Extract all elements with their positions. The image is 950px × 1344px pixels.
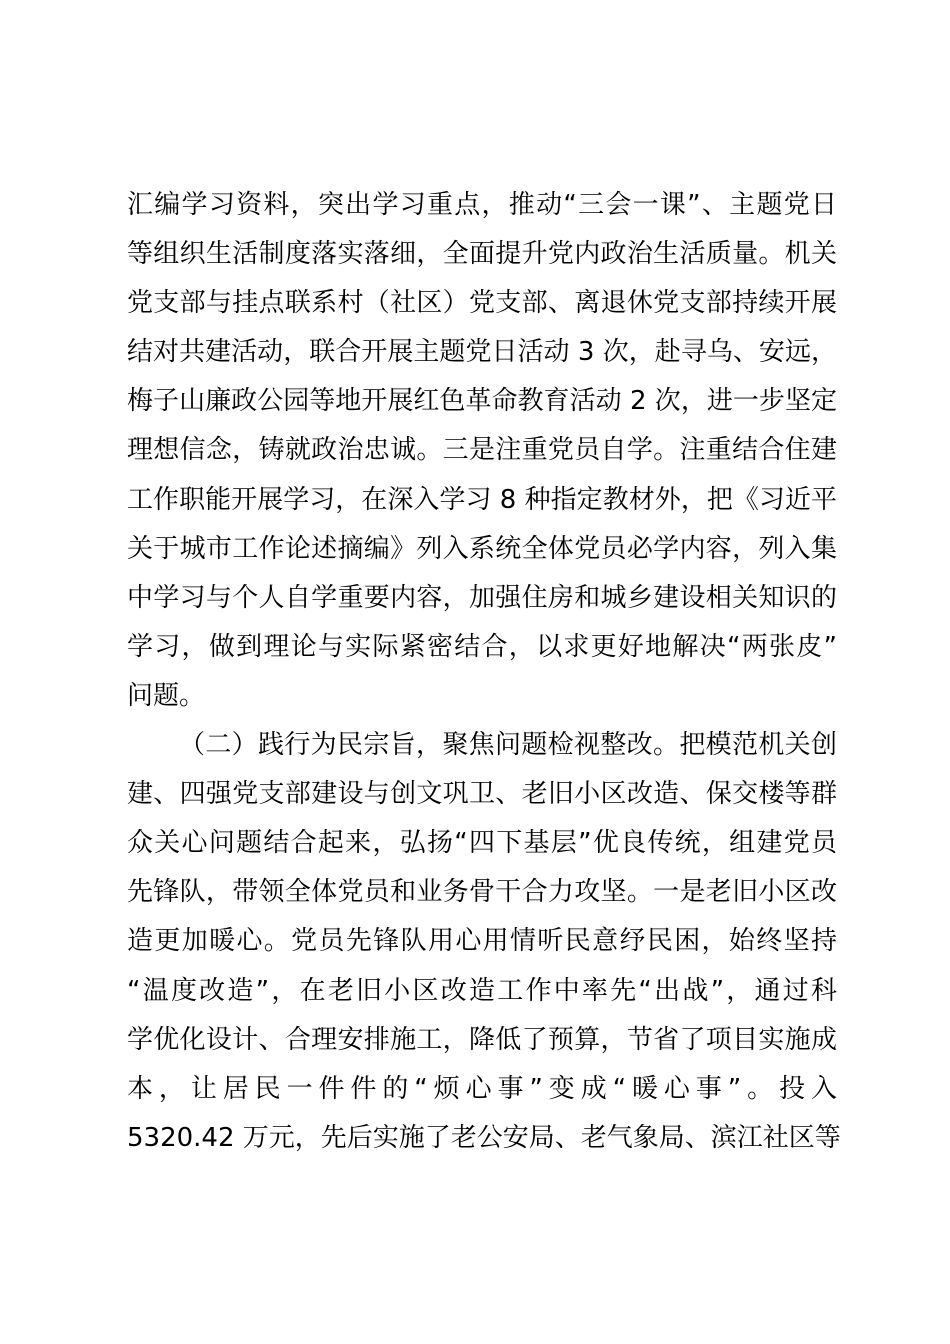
text-line: 先锋队，带领全体党员和业务骨干合力攻坚。一是老旧小区改 [127, 877, 837, 908]
paragraph-end-line: 问题。 [127, 680, 206, 711]
text-line: 建、四强党支部建设与创文巩卫、老旧小区改造、保交楼等群 [127, 779, 837, 810]
text-line: 本，让居民一件件的“烦心事”变成“暖心事”。投入 [127, 1073, 837, 1104]
text-line: 中学习与个人自学重要内容，加强住房和城乡建设相关知识的 [127, 582, 837, 613]
text-line: 结对共建活动，联合开展主题党日活动 3 次，赴寻乌、安远， [127, 337, 837, 368]
text-line: 梅子山廉政公园等地开展红色革命教育活动 2 次，进一步坚定 [127, 386, 837, 417]
text-line: 造更加暖心。党员先锋队用心用情听民意纾民困，始终坚持 [127, 926, 837, 957]
text-line: 党支部与挂点联系村（社区）党支部、离退休党支部持续开展 [127, 288, 837, 319]
text-line: 理想信念，铸就政治忠诚。三是注重党员自学。注重结合住建 [127, 435, 837, 466]
text-line: 工作职能开展学习，在深入学习 8 种指定教材外，把《习近平 [127, 484, 837, 515]
text-line: 5320.42 万元，先后实施了老公安局、老气象局、滨江社区等 [127, 1122, 841, 1153]
text-line: 众关心问题结合起来，弘扬“四下基层”优良传统，组建党员 [127, 828, 837, 859]
section-heading-line: （二）践行为民宗旨，聚焦问题检视整改。把模范机关创 [179, 730, 837, 761]
body-text [127, 181, 841, 1163]
text-line: “温度改造”，在老旧小区改造工作中率先“出战”，通过科 [127, 975, 837, 1006]
text-line: 汇编学习资料，突出学习重点，推动“三会一课”、主题党日 [127, 190, 837, 220]
text-line: 关于城市工作论述摘编》列入系统全体党员必学内容，列入集 [127, 533, 837, 564]
text-line: 等组织生活制度落实落细，全面提升党内政治生活质量。机关 [127, 239, 837, 270]
text-line: 学习，做到理论与实际紧密结合，以求更好地解决“两张皮” [127, 631, 837, 662]
text-line: 学优化设计、合理安排施工，降低了预算，节省了项目实施成 [127, 1024, 837, 1055]
